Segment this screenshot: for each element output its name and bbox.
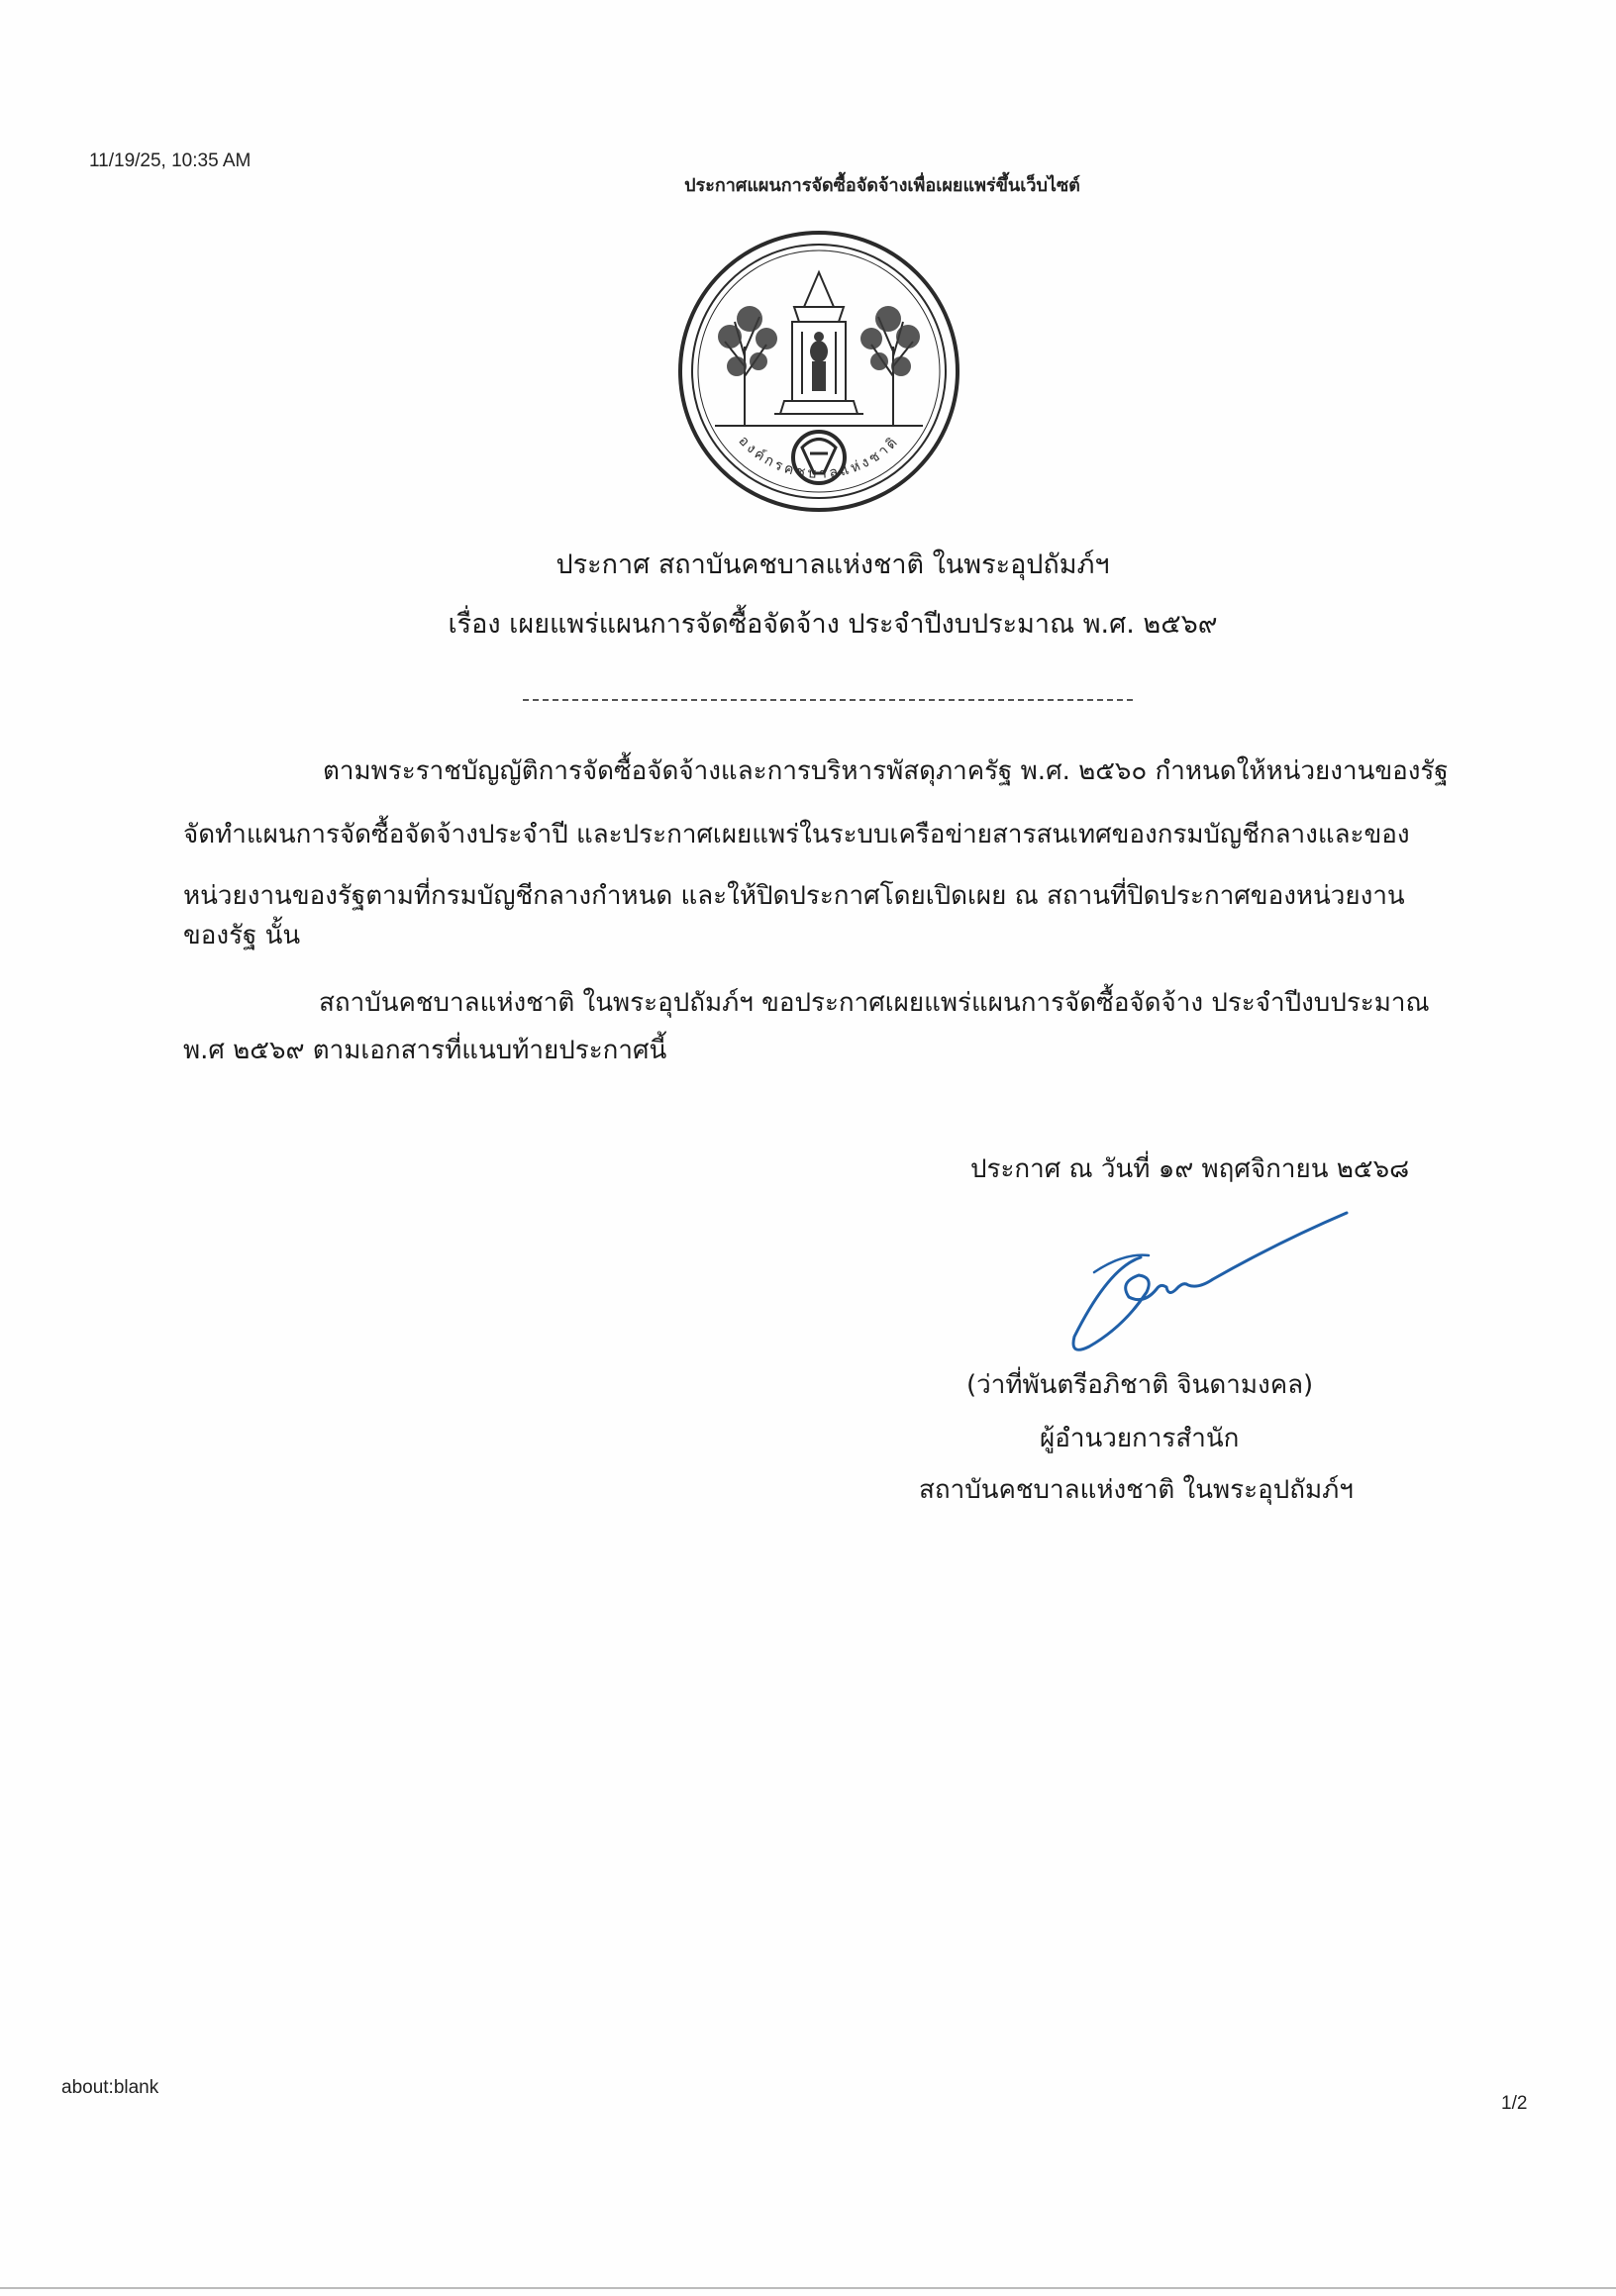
signer-name: (ว่าที่พันตรีอภิชาติ จินดามงคล) <box>966 1370 1314 1400</box>
signer-position: ผู้อำนวยการสำนัก <box>1040 1424 1240 1453</box>
print-datetime: 11/19/25, 10:35 AM <box>89 150 252 171</box>
paragraph1-line3: หน่วยงานของรัฐตามที่กรมบัญชีกลางกำหนด และให้ปิดประกาศโดยเปิดเผย ณ สถานที่ปิดประกาศของหน่วยงาน <box>183 881 1405 911</box>
announcement-subject: เรื่อง เผยแพร่แผนการจัดซื้อจัดจ้าง ประจำปีงบประมาณ พ.ศ. ๒๕๖๙ <box>448 609 1218 640</box>
signature-icon <box>1050 1198 1357 1366</box>
page-number: 1/2 <box>1501 2093 1528 2114</box>
seal-ring-text: องค์กรคชบาลแห่งชาติ <box>735 433 903 482</box>
announcement-date: ประกาศ ณ วันที่ ๑๙ พฤศจิกายน ๒๕๖๘ <box>970 1154 1410 1184</box>
paragraph1-line4: ของรัฐ นั้น <box>183 921 301 950</box>
paragraph1-line1: ตามพระราชบัญญัติการจัดซื้อจัดจ้างและการบริหารพัสดุภาครัฐ พ.ศ. ๒๕๖๐ กำหนดให้หน่วยงานของรัฐ <box>323 756 1449 786</box>
page-edge <box>0 2287 1616 2289</box>
signer-organization: สถาบันคชบาลแห่งชาติ ในพระอุปถัมภ์ฯ <box>919 1475 1354 1505</box>
announcement-heading: ประกาศ สถาบันคชบาลแห่งชาติ ในพระอุปถัมภ์ฯ <box>556 549 1110 580</box>
print-page-title: ประกาศแผนการจัดซื้อจัดจ้างเพื่อเผยแพร่ขึ้นเว็บไซต์ <box>684 175 1080 196</box>
institution-seal-icon <box>675 228 962 515</box>
paragraph1-line2: จัดทำแผนการจัดซื้อจัดจ้างประจำปี และประกาศเผยแพร่ในระบบเครือข่ายสารสนเทศของกรมบัญชีกลางและของ <box>183 820 1410 849</box>
page-url: about:blank <box>61 2077 159 2098</box>
paragraph2-line2: พ.ศ ๒๕๖๙ ตามเอกสารที่แนบท้ายประกาศนี้ <box>183 1036 667 1065</box>
dashed-divider <box>523 699 1133 701</box>
paragraph2-line1: สถาบันคชบาลแห่งชาติ ในพระอุปถัมภ์ฯ ขอประกาศเผยแพร่แผนการจัดซื้อจัดจ้าง ประจำปีงบประมาณ <box>319 988 1430 1018</box>
